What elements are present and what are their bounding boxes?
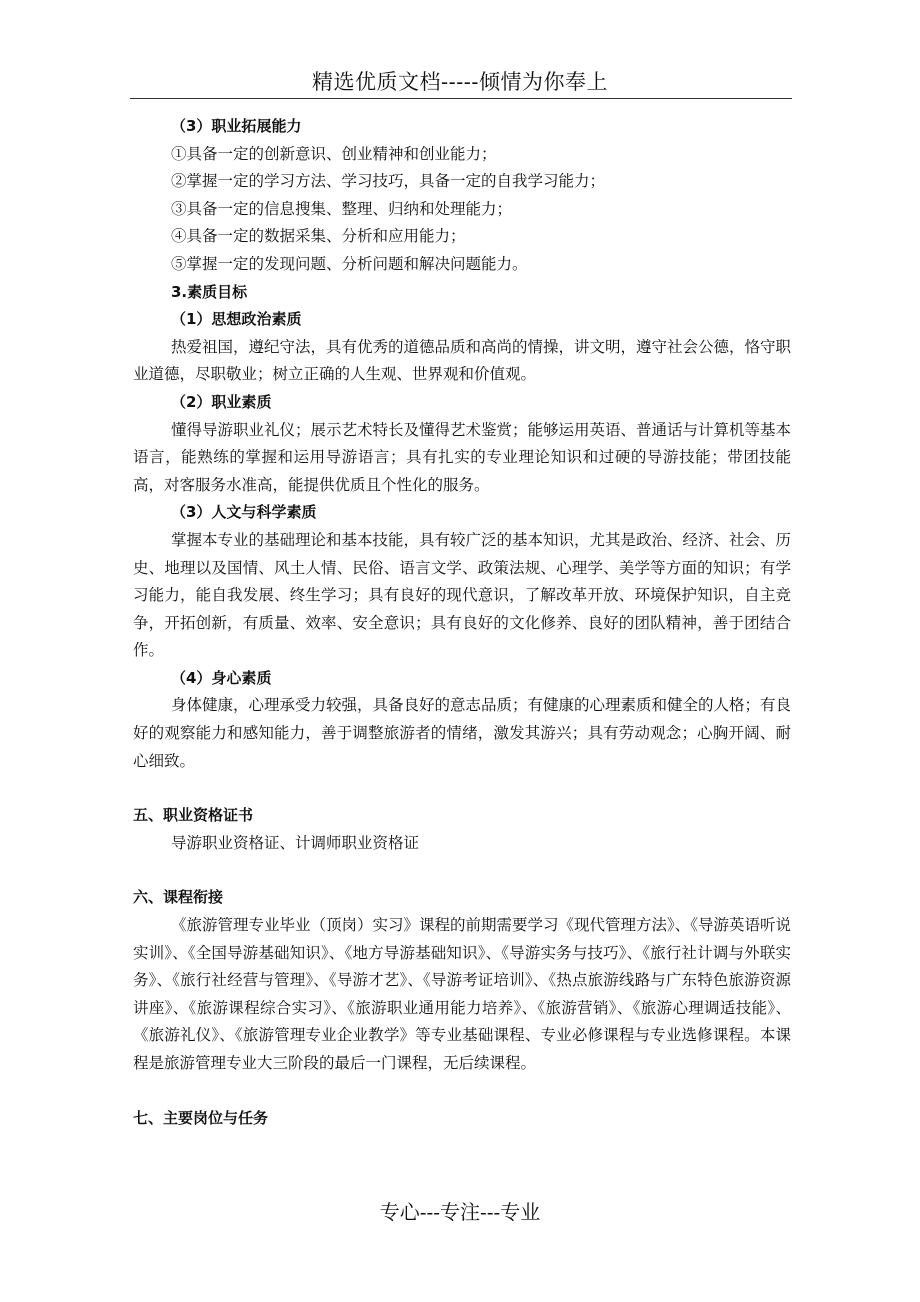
header-divider	[130, 98, 792, 99]
subheading-humanities-science-quality: （3）人文与科学素质	[171, 503, 317, 522]
paragraph-physical-mental-quality: 身体健康，心理承受力较强，具备良好的意志品质；有健康的心理素质和健全的人格；有良好的观察能力和感知能力，善于调整旅游者的情绪，激发其游兴；具有劳动观念；心胸开阔、耐心细致。	[133, 696, 792, 770]
spacer	[133, 775, 791, 802]
section-heading-main-positions: 七、主要岗位与任务	[133, 1108, 269, 1127]
list-item: ②掌握一定的学习方法、学习技巧，具备一定的自我学习能力；	[171, 172, 606, 191]
spacer	[133, 857, 791, 884]
subheading-professional-quality: （2）职业素质	[171, 392, 272, 411]
section-heading-quality-goals: 3.素质目标	[171, 282, 248, 301]
spacer	[133, 1078, 791, 1105]
paragraph-course-connection: 《旅游管理专业毕业（顶岗）实习》课程的前期需要学习《现代管理方法》、《导游英语听说实训》、《全国导游基础知识》、《地方导游基础知识》、《导游实务与技巧》、《旅行社计调与外联实务》、《旅行社经营与管理》、《导游才艺》、《导游考证培训》、《热点旅游线路与广东特色旅游资源讲座》、《旅游课程综合实习》、《旅游职业通用能力培养》、《旅游营销》、《旅游心理调适技能》、《旅游礼仪》、《旅游管理专业企业教学》等专业基础课程、专业必修课程与专业选修课程。本课程是旅游管理专业大三阶段的最后一门课程，无后续课程。	[133, 916, 792, 1072]
list-item: ⑤掌握一定的发现问题、分析问题和解决问题能力。	[171, 254, 528, 273]
section-heading-course-connection: 六、课程衔接	[133, 888, 224, 907]
list-item: ③具备一定的信息搜集、整理、归纳和处理能力；	[171, 199, 513, 218]
page-header: 精选优质文档-----倾情为你奉上	[312, 70, 608, 94]
paragraph-certificates: 导游职业资格证、计调师职业资格证	[171, 833, 420, 852]
subheading-political-quality: （1）思想政治素质	[171, 310, 302, 329]
list-item: ①具备一定的创新意识、创业精神和创业能力；	[171, 144, 497, 163]
document-body	[133, 113, 791, 1132]
paragraph-humanities-science-quality: 掌握本专业的基础理论和基本技能，具有较广泛的基本知识，尤其是政治、经济、社会、历史、地理以及国情、风土人情、民俗、语言文学、政策法规、心理学、美学等方面的知识；有学习能力，能自我发展、终生学习；具有良好的现代意识，了解改革开放、环境保护知识，自主竞争，开拓创新，有质量、效率、安全意识；具有良好的文化修养、良好的团队精神，善于团结合作。	[133, 530, 792, 660]
paragraph-political-quality: 热爱祖国，遵纪守法，具有优秀的道德品质和高尚的情操，讲文明，遵守社会公德，恪守职业道德，尽职敬业；树立正确的人生观、世界观和价值观。	[133, 337, 792, 384]
list-item: ④具备一定的数据采集、分析和应用能力；	[171, 227, 466, 246]
paragraph-professional-quality: 懂得导游职业礼仪；展示艺术特长及懂得艺术鉴赏；能够运用英语、普通话与计算机等基本语言，能熟练的掌握和运用导游语言；具有扎实的专业理论知识和过硬的导游技能；带团技能高，对客服务水准高，能提供优质且个性化的服务。	[133, 420, 792, 494]
subheading-physical-mental-quality: （4）身心素质	[171, 668, 272, 687]
page-footer: 专心---专注---专业	[379, 1200, 541, 1224]
section-heading-certificates: 五、职业资格证书	[133, 806, 254, 825]
section-heading-career-expansion: （3）职业拓展能力	[171, 117, 302, 135]
